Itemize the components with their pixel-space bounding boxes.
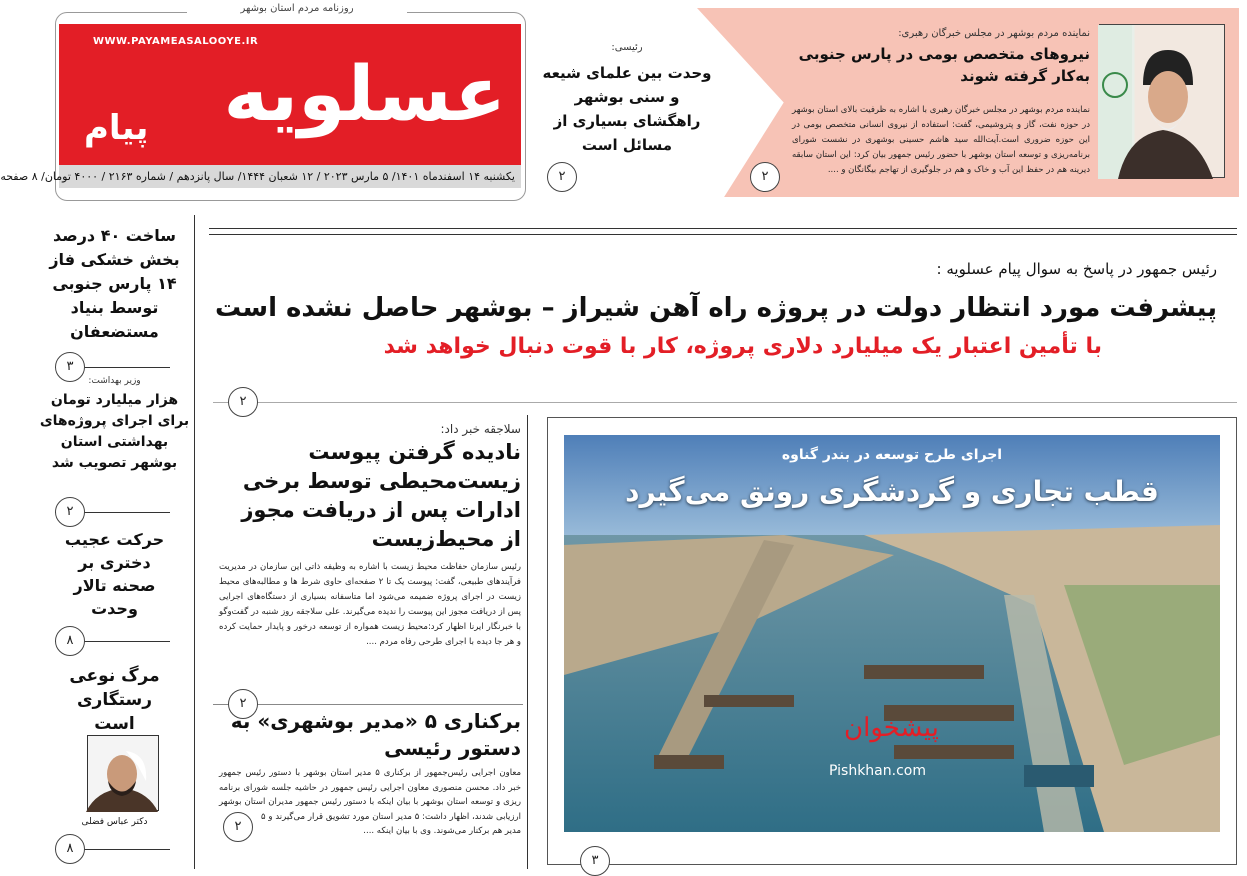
date-line: یکشنبه ۱۴ اسفندماه ۱۴۰۱/ ۵ مارس ۲۰۲۳ / ۱۲ شعبان ۱۴۴۴/ سال پانزدهم / شماره ۲۱۶۳ / ۴۰۰۰ تومان/ ۸ صفحه (59, 165, 521, 188)
cleric-portrait (1099, 24, 1225, 178)
column-divider (194, 215, 195, 869)
sidebar-story[interactable] (37, 528, 192, 620)
photo-page-ref: ۳ (580, 846, 610, 876)
story-kicker: سلاجقه خبر داد: (440, 422, 521, 436)
divider (209, 234, 1237, 235)
pink-kicker: نماینده مردم بوشهر در مجلس خبرگان رهبری: (898, 28, 1090, 39)
photo-kicker: اجرای طرح توسعه در بندر گناوه (781, 447, 1003, 463)
divider (209, 228, 1237, 229)
sidebar-title[interactable]: مرگ نوعی رستگاری است (69, 666, 160, 734)
column-divider (527, 415, 528, 869)
story-title[interactable]: نادیده گرفتن پیوست زیست‌محیطی توسط برخی ادارات پس از دریافت مجوز از محیط‌زیست (241, 440, 521, 551)
sidebar-kicker: وزیر بهداشت: (88, 376, 141, 386)
story-page-ref: ۲ (223, 812, 253, 842)
pink-box-story[interactable] (792, 28, 1090, 178)
sidebar-page-ref: ۸ (55, 626, 85, 656)
port-photo[interactable] (564, 435, 1220, 832)
teaser-story[interactable] (542, 42, 712, 157)
lead-headline[interactable]: پیشرفت مورد انتظار دولت در پروژه راه آهن شیراز – بوشهر حاصل نشده است (215, 293, 1217, 323)
teaser-kicker: رئیسی: (611, 42, 643, 53)
pink-page-ref: ۲ (750, 162, 780, 192)
masthead-tagline: روزنامه مردم استان بوشهر (187, 3, 407, 14)
lead-story[interactable] (202, 258, 1217, 364)
story-title[interactable]: برکناری ۵ «مدیر بوشهری» به دستور رئیسی (230, 709, 521, 760)
masthead-url[interactable]: WWW.PAYAMEASALOOYE.IR (93, 36, 259, 47)
sidebar-page-ref: ۲ (55, 497, 85, 527)
sidebar-title[interactable]: ساخت ۴۰ درصد بخش خشکی فاز ۱۴ پارس جنوبی توسط بنیاد مستضعفان (49, 226, 180, 341)
story-body: رئیس سازمان حفاظت محیط زیست با اشاره به وظیفه ذاتی این سازمان در مدیریت فرآیندهای طبیعی، گفت: پیوست یک تا ۲ صفحه‌ای حاوی شرط ها و مطالبه‌های محیط زیست در اجرای پروژه ضمیمه می‌شود اما متاسفانه بسیاری از دستگاه‌های اجرایی پس از دریافت مجوز این پیوست را نديده می‌گیرند. علی سلاجقه روز شنبه در گفت‌وگو با خبرنگار ایرنا اظهار کرد:محیط زیست همواره از توسعه درخور و پایدار حمایت کرده و هر جا دیده با اجرای طرحی رفاه مردم .... (219, 562, 521, 647)
pishkhan-url: Pishkhan.com (829, 763, 926, 779)
masthead-logo[interactable] (59, 24, 521, 165)
story-body: معاون اجرایی رئیس‌جمهور از برکناری ۵ مدیر استان بوشهر با دستور رئیس جمهور خبر داد. محسن منصوری معاون اجرایی رئیس جمهور در حاشیه جلسه شورای برنامه ریزی و توسعه استان بوشهر با بیان اینکه با دستور رئیس جمهور مدیران استان بوشهر ارزیابی شدند، اظهار داشت: ۵ مدیر استان مورد تشویق قرار می‌گیرند و ۵ مدیر هم برکنار می‌شوند. وی با بیان اینکه .... (219, 768, 522, 836)
author-photo (87, 735, 159, 811)
sidebar-title[interactable]: هزار میلیارد تومان برای اجرای پروژه‌های بهداشتی استان بوشهر تصویب شد (39, 392, 190, 471)
lead-kicker: رئیس جمهور در پاسخ به سوال پیام عسلویه : (936, 260, 1217, 278)
sidebar-title[interactable]: حرکت عجیب دختری بر صحنه تالار وحدت (64, 530, 165, 618)
pishkhan-watermark: پیشخوان (844, 713, 939, 743)
pink-title[interactable]: نیروهای متخصص بومی در پارس جنوبی به‌کار گرفته شوند (798, 45, 1090, 85)
teaser-title[interactable]: وحدت بین علمای شیعه و سنی بوشهر راهگشای بسیاری از مسائل است (542, 64, 712, 154)
teaser-page-ref: ۲ (547, 162, 577, 192)
sidebar-story[interactable] (37, 224, 192, 344)
logo-small: پیام (84, 108, 149, 148)
divider (213, 704, 523, 705)
lead-subtitle[interactable]: با تأمین اعتبار یک میلیارد دلاری پروژه، کار با قوت دنبال خواهد شد (383, 334, 1102, 359)
logo-main: عسلویه (223, 49, 506, 138)
sidebar-page-ref: ۸ (55, 834, 85, 864)
lead-page-ref: ۲ (228, 387, 258, 417)
story[interactable] (219, 422, 521, 650)
story[interactable] (219, 708, 521, 842)
story-page-ref: ۲ (228, 689, 258, 719)
divider (213, 402, 1237, 403)
sidebar-story[interactable] (37, 664, 192, 736)
sidebar-page-ref: ۳ (55, 352, 85, 382)
author-caption: دکتر عباس فضلی (81, 817, 148, 827)
photo-title[interactable]: قطب تجاری و گردشگری رونق می‌گیرد (625, 475, 1159, 508)
pink-body: نماینده مردم بوشهر در مجلس خبرگان رهبری با اشاره به ظرفیت بالای استان بوشهر در حوزه نفت، گاز و پتروشیمی، گفت: استفاده از نیروی انسانی متخصص بومی در این حوزه ضروری است.آیت‌الله سید هاشم حسینی بوشهری در نشست شورای برنامه‌ریزی و توسعه استان بوشهر با حضور رئیس جمهور بیان کرد: این استان سابقه دیرینه هم در حفظ این آب و خاک و هم در جلوگیری از تهاجم بیگانگان و .... (792, 105, 1090, 175)
sidebar-story[interactable] (37, 376, 192, 474)
